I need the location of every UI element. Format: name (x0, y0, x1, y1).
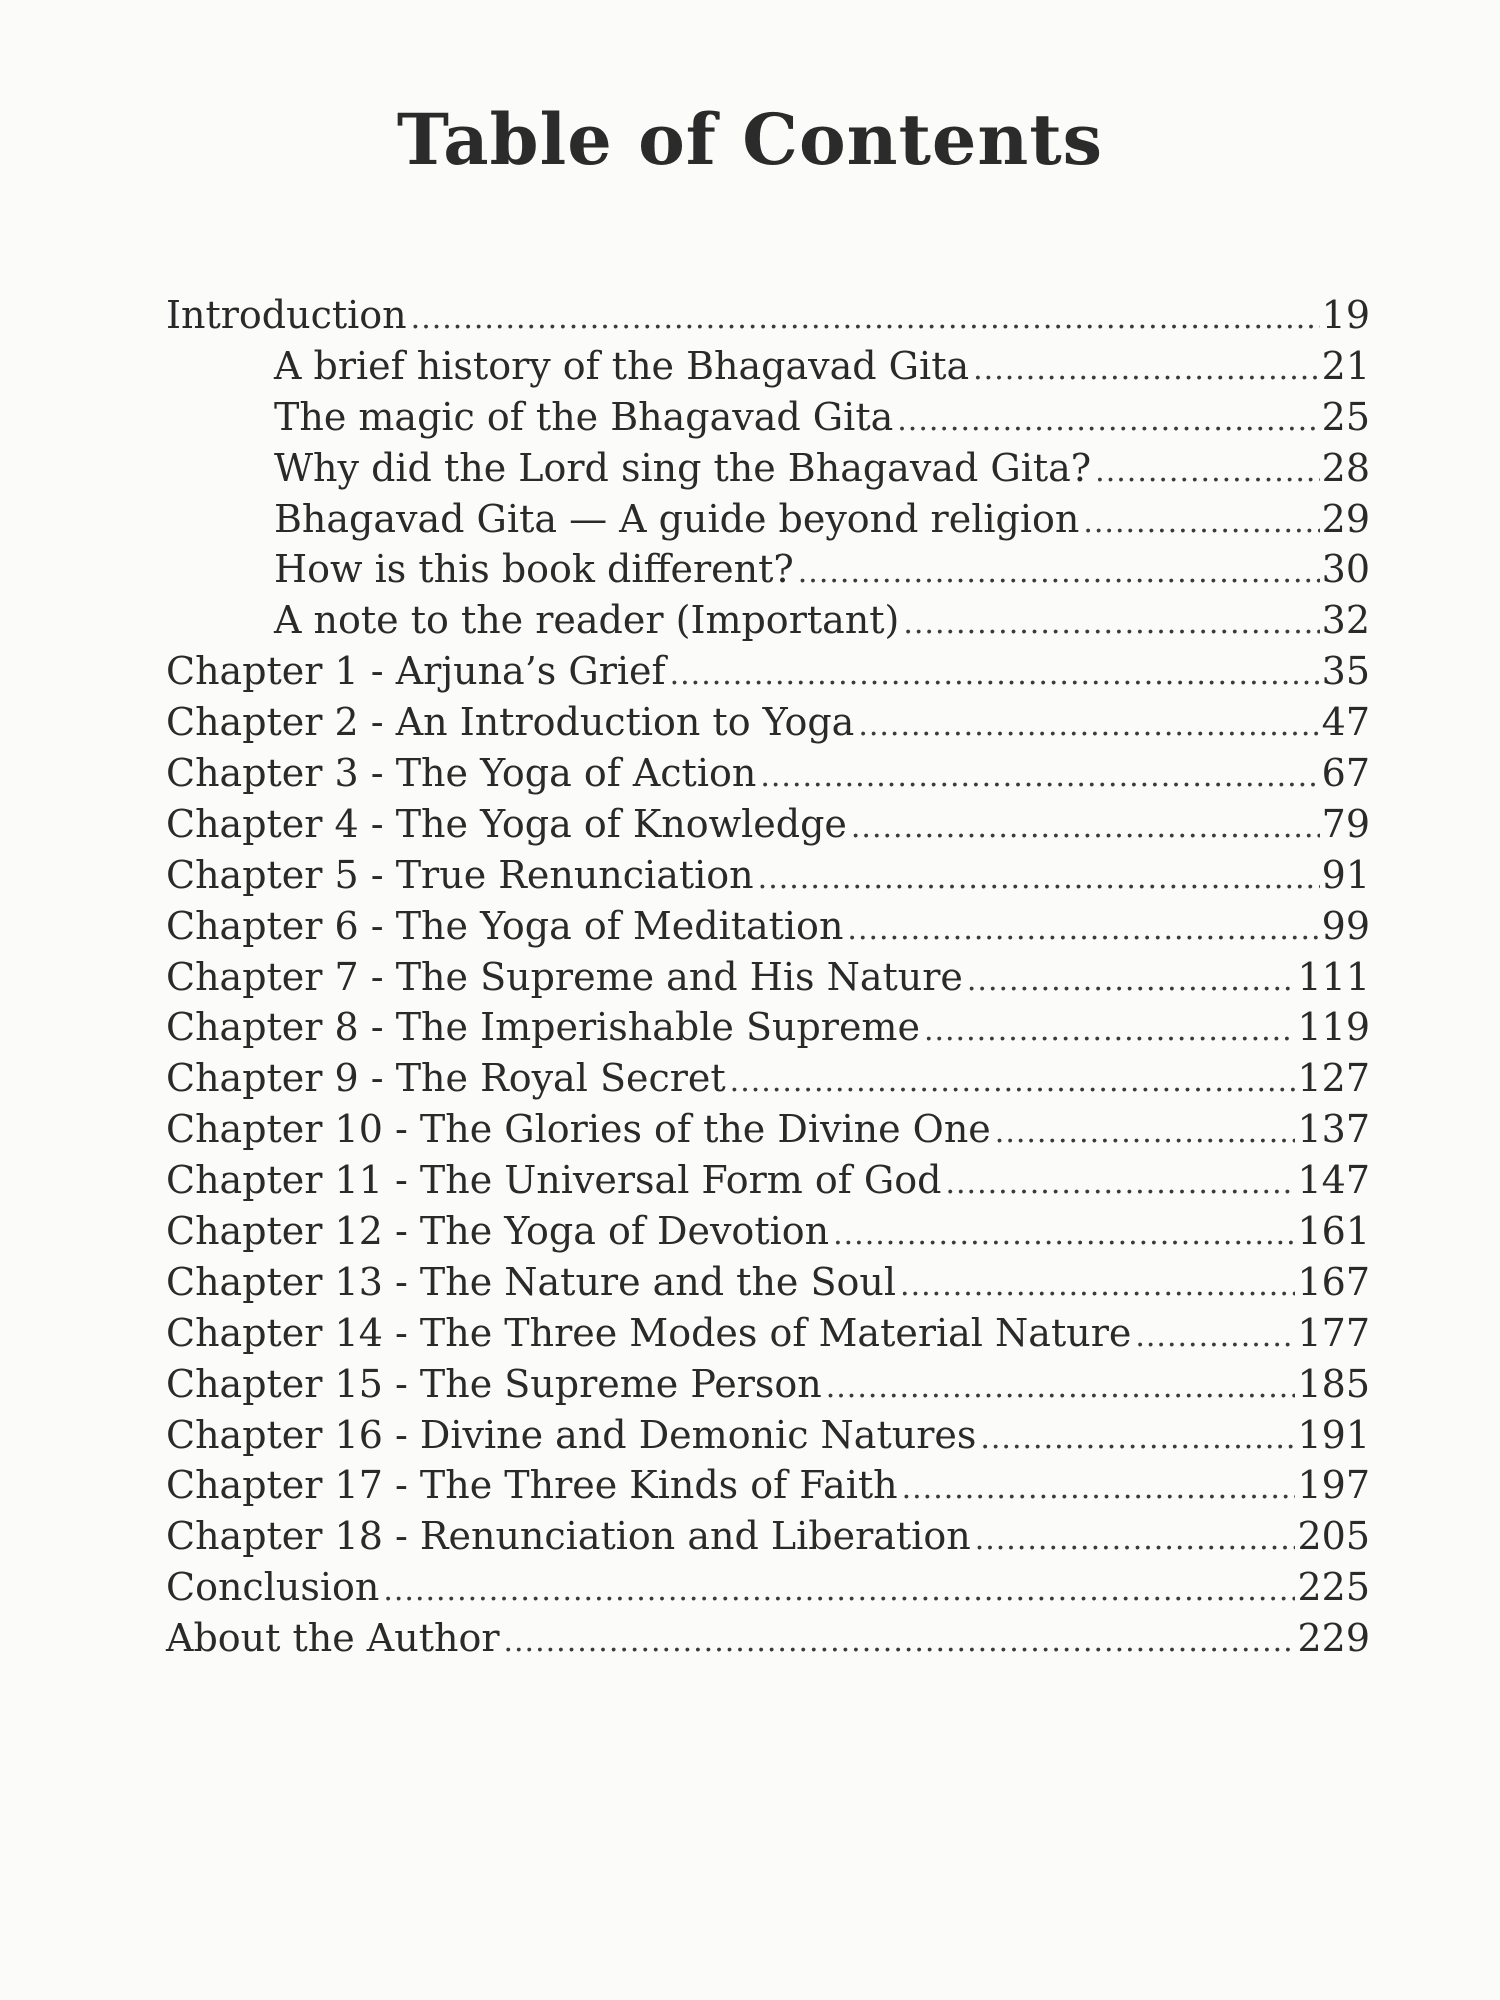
dot-leader (897, 396, 1319, 447)
toc-page-number: 79 (1321, 801, 1370, 846)
toc-entry-title: Chapter 6 - The Yoga of Meditation (166, 903, 844, 948)
toc-entry (166, 1155, 1370, 1206)
toc-entry-title: Chapter 11 - The Universal Form of God (166, 1158, 942, 1203)
toc-entry (166, 1562, 1370, 1613)
toc-entry (166, 1460, 1370, 1511)
toc-entry (166, 1053, 1370, 1104)
toc-page-number: 29 (1321, 496, 1370, 541)
dot-leader (670, 650, 1320, 701)
toc-entry-title: Chapter 7 - The Supreme and His Nature (166, 954, 963, 999)
toc-entry-title: Chapter 16 - Divine and Demonic Natures (166, 1412, 977, 1457)
toc-entry (166, 850, 1370, 901)
toc-entry-title: Chapter 14 - The Three Modes of Material Nature (166, 1310, 1132, 1355)
page-title: Table of Contents (396, 98, 1104, 181)
toc-subsection-entry (166, 392, 1370, 443)
toc-subsection-entry (166, 544, 1370, 595)
toc-entry (166, 952, 1370, 1003)
toc-page-number: 47 (1321, 700, 1370, 745)
toc-entry-title: Chapter 17 - The Three Kinds of Faith (166, 1463, 898, 1508)
dot-leader (924, 1006, 1296, 1057)
dot-leader (826, 1363, 1296, 1414)
toc-page-number: 127 (1297, 1056, 1370, 1101)
dot-leader (760, 752, 1319, 803)
toc-entry-title: The magic of the Bhagavad Gita (274, 394, 894, 439)
toc-entry (166, 1002, 1370, 1053)
toc-page-number: 30 (1321, 547, 1370, 592)
toc-page-number: 91 (1321, 852, 1370, 897)
toc-subsection-entry (166, 443, 1370, 494)
toc-entry-title: Conclusion (166, 1565, 380, 1610)
toc-page-number: 137 (1297, 1107, 1370, 1152)
dot-leader (758, 854, 1320, 905)
toc-page-number: 225 (1297, 1565, 1370, 1610)
toc-entry (166, 1410, 1370, 1461)
toc-entry (166, 1613, 1370, 1664)
toc-entry (166, 290, 1370, 341)
toc-entry-title: Chapter 18 - Renunciation and Liberation (166, 1514, 971, 1559)
toc-page-number: 147 (1297, 1158, 1370, 1203)
dot-leader (903, 599, 1319, 650)
dot-leader (503, 1617, 1295, 1668)
toc-entry (166, 1257, 1370, 1308)
toc-page-number: 177 (1297, 1310, 1370, 1355)
toc-entry-title: Introduction (166, 293, 407, 337)
dot-leader (1083, 498, 1319, 549)
toc-entry-title: Chapter 12 - The Yoga of Devotion (166, 1209, 830, 1254)
toc-entry (166, 697, 1370, 748)
toc-page-number: 21 (1321, 343, 1370, 388)
dot-leader (858, 701, 1319, 752)
toc-subsection-entry (166, 494, 1370, 545)
toc-entry-title: Chapter 4 - The Yoga of Knowledge (166, 801, 847, 846)
toc-entry-title: About the Author (166, 1616, 500, 1661)
toc-page-number: 35 (1321, 649, 1370, 694)
toc-entry-title: How is this book different? (274, 547, 794, 592)
toc-entry-title: Why did the Lord sing the Bhagavad Gita? (274, 445, 1092, 490)
dot-leader (945, 1159, 1295, 1210)
toc-entry-title: Chapter 15 - The Supreme Person (166, 1361, 822, 1406)
toc-entry-title: Chapter 13 - The Nature and the Soul (166, 1259, 897, 1304)
dot-leader (995, 1108, 1296, 1159)
toc-entry-title: Chapter 10 - The Glories of the Divine One (166, 1107, 991, 1152)
toc-entry (166, 1104, 1370, 1155)
dot-leader (975, 1515, 1296, 1566)
toc-entry-title: Chapter 5 - True Renunciation (166, 852, 754, 897)
dot-leader (1095, 447, 1319, 498)
toc-page-number: 191 (1297, 1412, 1370, 1457)
toc-entry (166, 1511, 1370, 1562)
toc-page-number: 185 (1297, 1361, 1370, 1406)
toc-entry-title: Chapter 1 - Arjuna’s Grief (166, 649, 666, 694)
toc-page-number: 28 (1321, 445, 1370, 490)
toc-entry-title: Chapter 8 - The Imperishable Supreme (166, 1005, 920, 1050)
toc-page-number: 161 (1297, 1209, 1370, 1254)
dot-leader (798, 548, 1320, 599)
dot-leader (980, 1414, 1295, 1465)
toc-entry-title: Chapter 9 - The Royal Secret (166, 1056, 726, 1101)
toc-entry (166, 1359, 1370, 1410)
toc-entry-title: Chapter 3 - The Yoga of Action (166, 751, 757, 796)
toc-subsection-entry (166, 341, 1370, 392)
toc-page-number: 67 (1321, 751, 1370, 796)
toc-page-number: 197 (1297, 1463, 1370, 1508)
toc-page-number: 32 (1321, 598, 1370, 643)
toc-entry (166, 748, 1370, 799)
toc-entry (166, 1308, 1370, 1359)
toc-entry-title: Bhagavad Gita — A guide beyond religion (274, 496, 1080, 541)
toc-page-number: 25 (1321, 394, 1370, 439)
toc-entry-title: A brief history of the Bhagavad Gita (274, 343, 970, 388)
dot-leader (900, 1261, 1295, 1312)
dot-leader (383, 1566, 1295, 1617)
toc-page-number: 229 (1297, 1616, 1370, 1661)
toc-entry (166, 901, 1370, 952)
dot-leader (1135, 1312, 1295, 1363)
toc-page-number: 205 (1297, 1514, 1370, 1559)
table-of-contents (166, 290, 1370, 1664)
dot-leader (730, 1057, 1296, 1108)
toc-page-number: 167 (1297, 1259, 1370, 1304)
dot-leader (967, 956, 1296, 1007)
toc-entry (166, 1206, 1370, 1257)
toc-page-number: 119 (1297, 1005, 1370, 1050)
dot-leader (851, 803, 1320, 854)
toc-page-number: 19 (1321, 293, 1370, 337)
toc-entry-title: A note to the reader (Important) (274, 598, 900, 643)
toc-subsection-entry (166, 595, 1370, 646)
toc-page-number: 111 (1297, 954, 1370, 999)
dot-leader (411, 294, 1320, 345)
dot-leader (833, 1210, 1295, 1261)
toc-entry (166, 646, 1370, 697)
dot-leader (902, 1464, 1296, 1515)
toc-page-number: 99 (1321, 903, 1370, 948)
dot-leader (847, 905, 1319, 956)
toc-entry-title: Chapter 2 - An Introduction to Yoga (166, 700, 855, 745)
dot-leader (973, 345, 1320, 396)
toc-entry (166, 799, 1370, 850)
